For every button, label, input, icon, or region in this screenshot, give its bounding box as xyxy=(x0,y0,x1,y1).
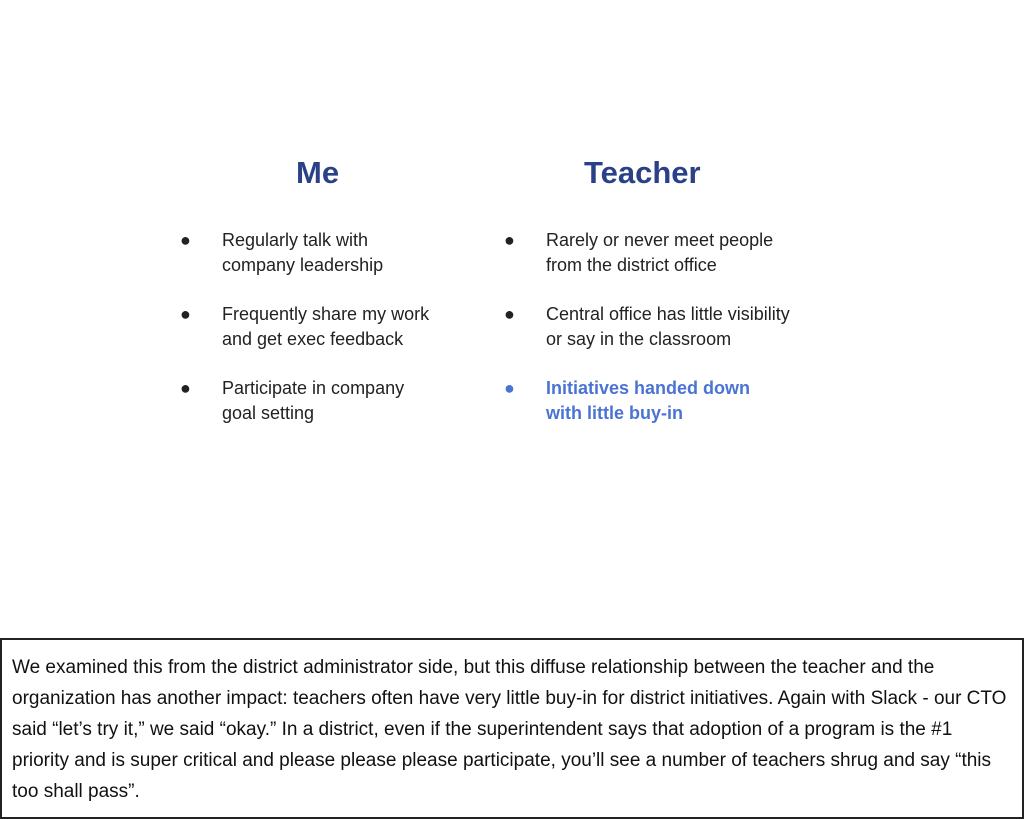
bullet-text-line: or say in the classroom xyxy=(546,329,732,349)
bullet-item-highlighted xyxy=(504,376,844,426)
bullet-text-line: Participate in company xyxy=(222,378,405,398)
bullet-icon: ● xyxy=(504,304,515,324)
bullet-text-line: Initiatives handed down xyxy=(546,378,751,398)
bullet-item xyxy=(180,302,480,352)
bullet-icon: ● xyxy=(180,304,191,324)
bullet-text-line: and get exec feedback xyxy=(222,329,404,349)
bullet-text-line: with little buy-in xyxy=(546,403,683,423)
bullet-icon: ● xyxy=(504,230,515,250)
bullet-icon: ● xyxy=(504,378,515,398)
speaker-notes-box xyxy=(0,638,1024,819)
bullet-text-line: from the district office xyxy=(546,255,717,275)
bullet-item xyxy=(180,376,480,426)
bullet-item xyxy=(504,228,844,278)
bullet-text-line: Rarely or never meet people xyxy=(546,230,774,250)
bullet-item xyxy=(180,228,480,278)
speaker-notes-text: We examined this from the district administrator side, but this diffuse relationship between the teacher and the organization has another impact: teachers often have very little buy-in for district initiatives. Again with Slack - our CTO said “let’s try it,” we said “okay.” In a district, even if the superintendent says that adoption of a program is the #1 priority and is super critical and please please please participate, you’ll see a number of teachers shrug and say “this too shall pass”. xyxy=(12,657,1007,802)
bullet-list-me xyxy=(180,228,480,450)
bullet-text-line: Frequently share my work xyxy=(222,304,430,324)
bullet-item xyxy=(504,302,844,352)
bullet-list-teacher xyxy=(504,228,844,450)
bullet-icon: ● xyxy=(180,230,191,250)
bullet-text-line: company leadership xyxy=(222,255,384,275)
column-heading-teacher: Teacher xyxy=(584,155,701,190)
bullet-text-line: Regularly talk with xyxy=(222,230,369,250)
bullet-text-line: Central office has little visibility xyxy=(546,304,790,324)
column-heading-me: Me xyxy=(296,155,340,190)
bullet-icon: ● xyxy=(180,378,191,398)
bullet-text-line: goal setting xyxy=(222,403,315,423)
